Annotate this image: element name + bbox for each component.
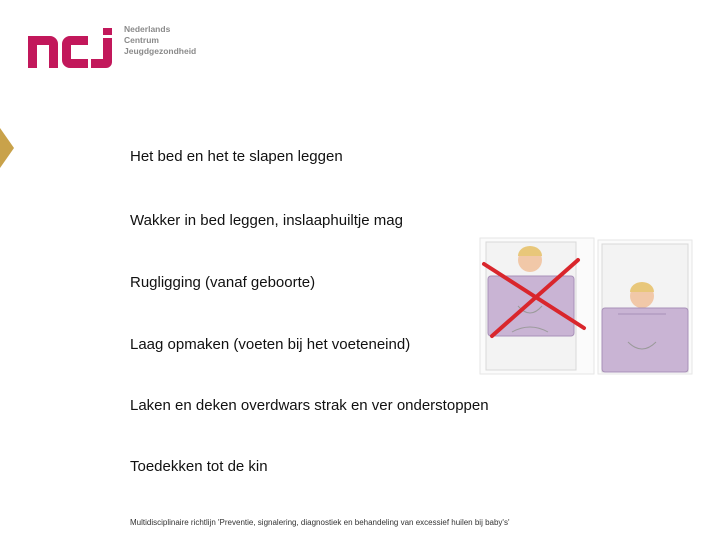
footer-citation: Multidisciplinaire richtlijn 'Preventie, signalering, diagnostiek en behandeling van excessief huilen bij baby's' (130, 518, 510, 527)
bullet-3: Laag opmaken (voeten bij het voeteneind) (130, 336, 411, 353)
bullet-2: Rugligging (vanaf geboorte) (130, 274, 316, 291)
crib-correct (598, 240, 692, 374)
slide-title: Het bed en het te slapen leggen (130, 148, 343, 165)
logo-line-1: Nederlands (124, 24, 171, 34)
bullet-4: Laken en deken overdwars strak en ver onderstoppen (130, 397, 489, 414)
logo-line-3: Jeugdgezondheid (124, 46, 197, 56)
ncj-logo-mark (28, 28, 120, 68)
bullet-5: Toedekken tot de kin (130, 458, 268, 475)
logo-wordmark (124, 24, 196, 57)
logo-line-2: Centrum (124, 35, 159, 45)
bullet-1: Wakker in bed leggen, inslaaphuiltje mag (130, 212, 403, 229)
ncj-logo (28, 22, 208, 70)
bed-illustration (478, 236, 694, 378)
side-arrow-icon (0, 128, 14, 168)
